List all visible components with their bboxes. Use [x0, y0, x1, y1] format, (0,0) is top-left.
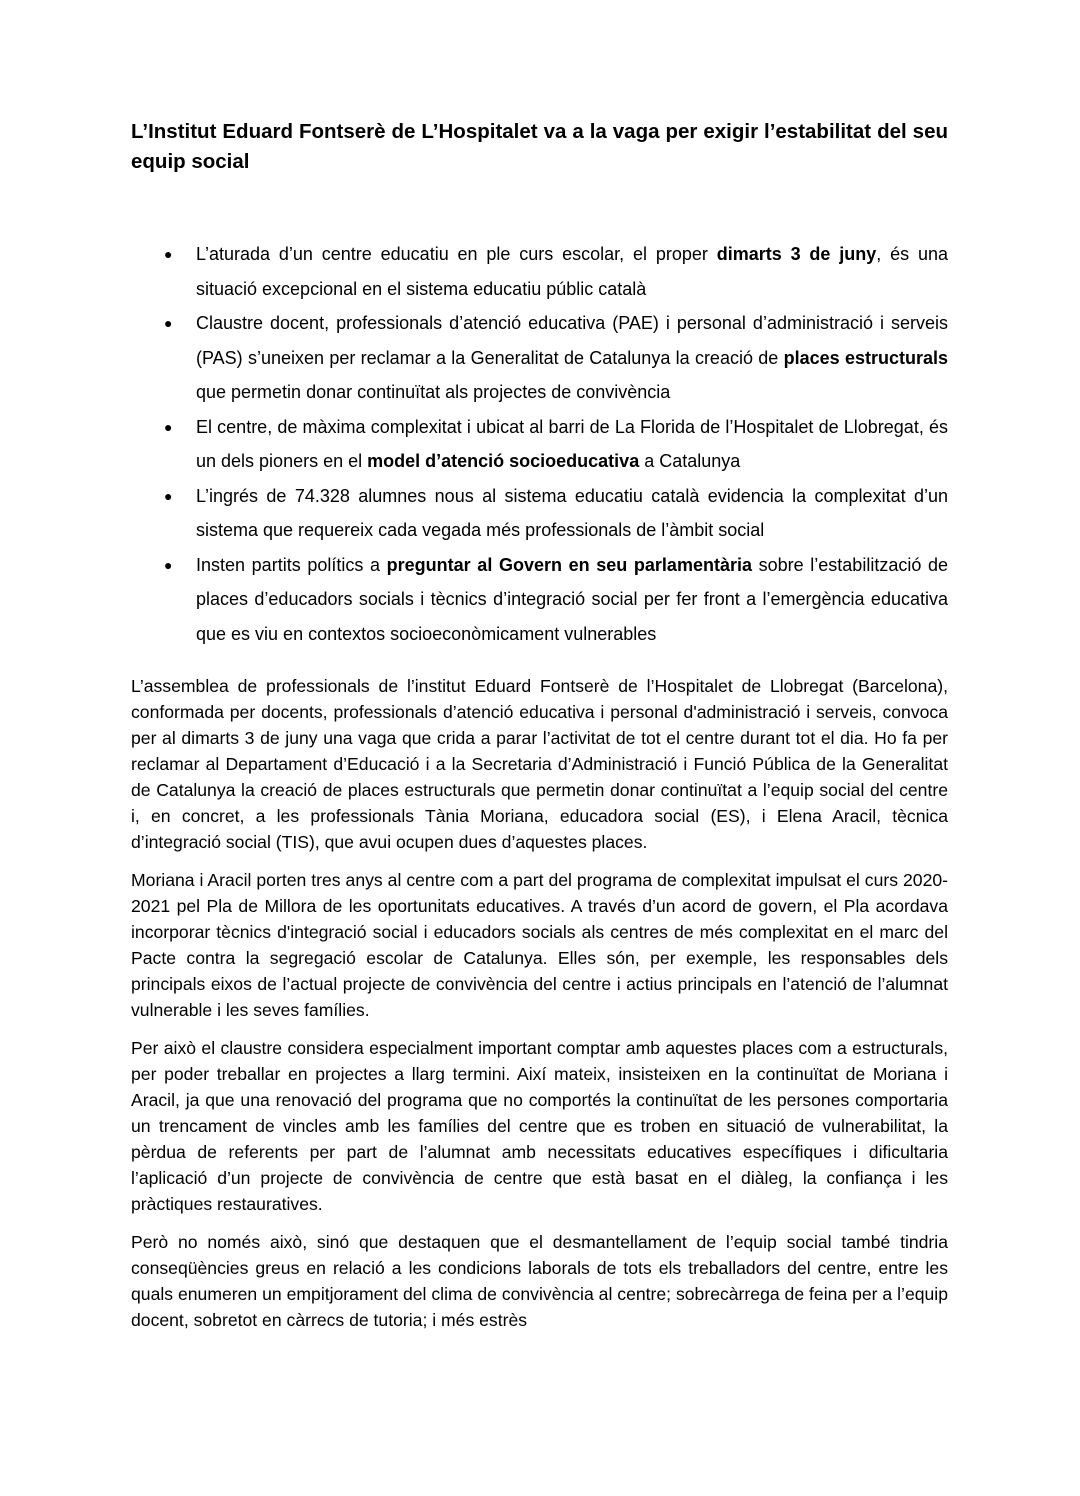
bullet-item [131, 306, 948, 410]
document-content [131, 117, 948, 1345]
body-paragraph: L’assemblea de professionals de l’institut Eduard Fontserè de l’Hospitalet de Llobregat (Barcelona), conformada per docents, professionals d’atenció educativa i personal d'administració i serveis, convoca per al dimarts 3 de juny una vaga que crida a parar l’activitat de tot el centre durant tot el dia. Ho fa per reclamar al Departament d’Educació i a la Secretaria d’Administració i Funció Pública de la Generalitat de Catalunya la creació de places estructurals que permetin donar continuïtat a l’equip social del centre i, en concret, a les professionals Tània Moriana, educadora social (ES), i Elena Aracil, tècnica d’integració social (TIS), que avui ocupen dues d’aquestes places. [131, 676, 948, 852]
bullet-list [131, 237, 948, 651]
bullet-bold-text: model d’atenció socioeducativa [367, 451, 640, 471]
bullet-text: Claustre docent, professionals d’atenció educativa (PAE) i personal d’administració i serveis (PAS) s’uneixen per reclamar a la Generalitat de Catalunya la creació de [196, 313, 948, 368]
body-paragraph: Per això el claustre considera especialment important comptar amb aquestes places com a estructurals, per poder treballar en projectes a llarg termini. Així mateix, insisteixen en la continuïtat de Moriana i Aracil, ja que una renovació del programa que no comportés la continuïtat de les persones comportaria un trencament de vincles amb les famílies del centre que es troben en situació de vulnerabilitat, la pèrdua de referents per part de l’alumnat amb necessitats educatives específiques i dificultaria l’aplicació d’un projecte de convivència de centre que està basat en el diàleg, la confiança i les pràctiques restauratives. [131, 1038, 948, 1214]
body-paragraph: Moriana i Aracil porten tres anys al centre com a part del programa de complexitat impulsat el curs 2020-2021 pel Pla de Millora de les oportunitats educatives. A través d’un acord de govern, el Pla acordava incorporar tècnics d'integració social i educadors socials als centres de més complexitat en el marc del Pacte contra la segregació escolar de Catalunya. Elles són, per exemple, les responsables dels principals eixos de l’actual projecte de convivència del centre i actius principals en l’atenció de l’alumnat vulnerable i les seves famílies. [131, 870, 948, 1020]
bullet-item [131, 410, 948, 479]
bullet-icon: ● [164, 246, 173, 262]
body-paragraph: Però no només això, sinó que destaquen que el desmantellament de l’equip social també tindria conseqüències greus en relació a les condicions laborals de tots els treballadors del centre, entre les quals enumeren un empitjorament del clima de convivència al centre; sobrecàrrega de feina per a l’equip docent, sobretot en càrrecs de tutoria; i més estrès [131, 1232, 948, 1330]
bullet-text: L’ingrés de 74.328 alumnes nous al sistema educatiu català evidencia la complexitat d’un sistema que requereix cada vegada més professionals de l’àmbit social [196, 485, 948, 540]
bullet-icon: ● [164, 418, 173, 435]
bullet-item [131, 237, 948, 306]
bullet-item [131, 548, 948, 652]
bullet-text: Insten partits polítics a [196, 554, 387, 575]
bullet-icon: ● [164, 315, 173, 331]
bullet-icon: ● [164, 556, 173, 573]
bullet-icon: ● [164, 487, 173, 504]
bullet-text: , és una situació excepcional en el sistema educatiu públic català [196, 244, 949, 299]
bullet-text: sobre l’estabilització de places d’educadors socials i tècnics d’integració social per fer front a l’emergència educativa que es viu en contextos socioeconòmicament vulnerables [196, 554, 949, 644]
bullet-item [131, 479, 948, 548]
bullet-text: a Catalunya [639, 451, 741, 471]
bullet-text: El centre, de màxima complexitat i ubicat al barri de La Florida de l’Hospitalet de Llobregat, és un dels pioners en el [196, 416, 948, 471]
bullet-bold-text: preguntar al Govern en seu parlamentària [386, 554, 752, 575]
bullet-text: L’aturada d’un centre educatiu en ple curs escolar, el proper [196, 244, 717, 264]
bullet-bold-text: places estructurals [783, 347, 948, 368]
bullet-text: que permetin donar continuïtat als projectes de convivència [196, 382, 671, 402]
page-title: L’Institut Eduard Fontserè de L’Hospitalet va a la vaga per exigir l’estabilitat del seu equip social [131, 120, 948, 173]
bullet-bold-text: dimarts 3 de juny [716, 244, 877, 264]
